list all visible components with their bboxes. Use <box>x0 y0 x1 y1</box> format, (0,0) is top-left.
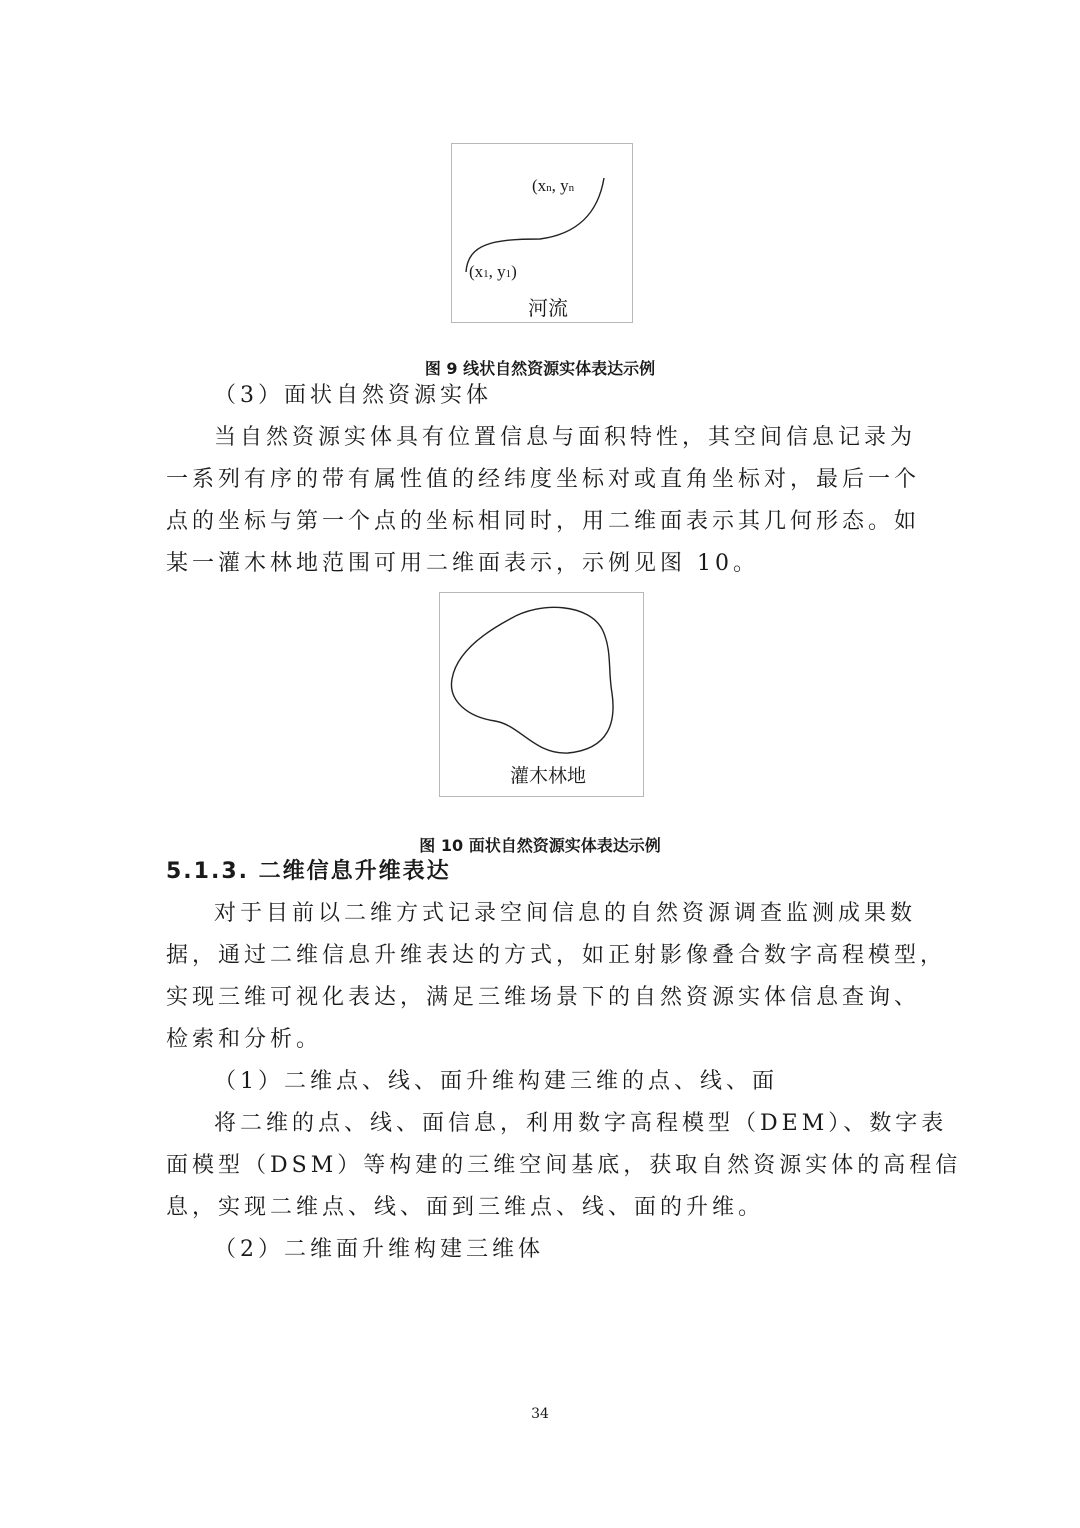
river-start-label: (x1, y1) <box>469 262 517 281</box>
figure-9-caption: 图 9 线状自然资源实体表达示例 <box>424 359 656 378</box>
section-3-title: （3）面状自然资源实体 <box>214 383 492 408</box>
subsection-1-line-2: 面模型（DSM）等构建的三维空间基底，获取自然资源实体的高程信 <box>166 1153 962 1178</box>
section-5-1-3-line-3: 实现三维可视化表达，满足三维场景下的自然资源实体信息查询、 <box>166 985 921 1010</box>
section-3-line-2: 一系列有序的带有属性值的经纬度坐标对或直角坐标对，最后一个 <box>166 467 921 492</box>
section-3-line-3: 点的坐标与第一个点的坐标相同时，用二维面表示其几何形态。如 <box>166 509 921 534</box>
figure-10-box <box>439 592 644 797</box>
river-end-label: (xn, yn <box>532 176 575 195</box>
subsection-1-line-1: 将二维的点、线、面信息，利用数字高程模型（DEM）、数字表 <box>214 1111 948 1136</box>
page-number: 34 <box>531 1406 549 1422</box>
section-3-line-1: 当自然资源实体具有位置信息与面积特性，其空间信息记录为 <box>214 425 917 450</box>
figure-9-box <box>451 143 633 323</box>
river-name: 河流 <box>528 296 568 320</box>
section-5-1-3-line-4: 检索和分析。 <box>166 1027 323 1052</box>
section-5-1-3-line-2: 据，通过二维信息升维表达的方式，如正射影像叠合数字高程模型， <box>166 943 947 968</box>
subsection-2-title: （2）二维面升维构建三维体 <box>214 1237 544 1262</box>
section-3-line-4: 某一灌木林地范围可用二维面表示，示例见图 10。 <box>166 551 759 576</box>
section-5-1-3-line-1: 对于目前以二维方式记录空间信息的自然资源调查监测成果数 <box>214 901 917 926</box>
section-5-1-3-heading: 5.1.3. 二维信息升维表达 <box>166 859 451 884</box>
figure-10-caption: 图 10 面状自然资源实体表达示例 <box>419 836 661 855</box>
subsection-1-line-3: 息，实现二维点、线、面到三维点、线、面的升维。 <box>166 1195 765 1220</box>
shrubland-polygon <box>451 607 613 753</box>
shrubland-name: 灌木林地 <box>510 765 587 787</box>
subsection-1-title: （1）二维点、线、面升维构建三维的点、线、面 <box>214 1069 778 1094</box>
